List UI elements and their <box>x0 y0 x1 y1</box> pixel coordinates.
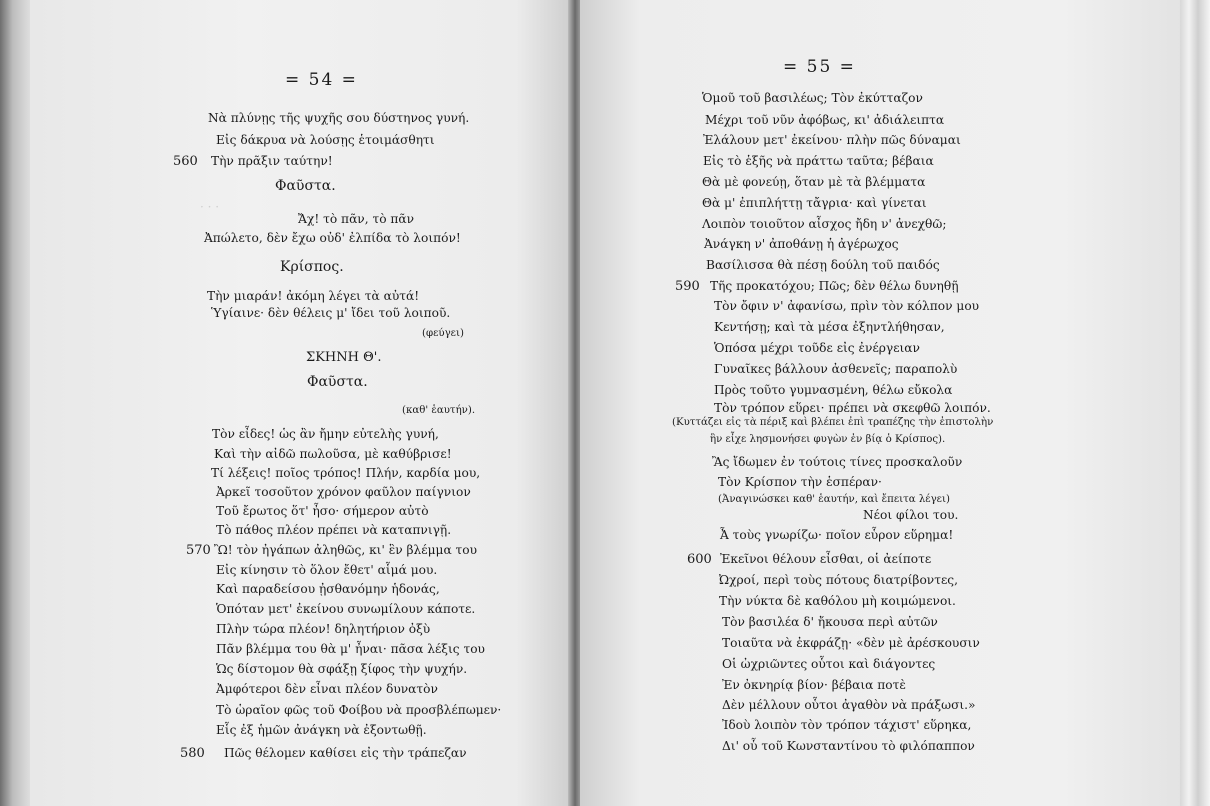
verse-line: Νὰ πλύνῃς τῆς ψυχῆς σου δύστηνος γυνή. <box>208 111 470 125</box>
verse-line: Μέχρι τοῦ νῦν ἀφόβως, κι' ἀδιάλειπτα <box>705 113 945 127</box>
verse-line: Τὴν νύκτα δὲ καθόλου μὴ κοιμώμενοι. <box>719 594 956 608</box>
verse-line: Θὰ μὲ φονεύῃ, ὅταν μὲ τὰ βλέμματα <box>702 175 926 189</box>
verse-line: Τὸν τρόπον εὕρει· πρέπει νὰ σκεφθῶ λοιπόν. <box>714 401 991 415</box>
verse-line: Καὶ παραδείσου ᾐσθανόμην ἡδονάς, <box>216 582 440 596</box>
verse-line: Πᾶν βλέμμα του θὰ μ' ἦναι· πᾶσα λέξις του <box>216 642 485 656</box>
verse-line: Λοιπὸν τοιοῦτον αἶσχος ἤδη ν' ἀνεχθῶ; <box>702 217 947 231</box>
verse-line: Ὁπόσα μέχρι τοῦδε εἰς ἐνέργειαν <box>714 341 920 355</box>
verse-line: Ἆ τοὺς γνωρίζω· ποῖον εὗρον εὕρημα! <box>720 528 954 542</box>
verse-line: Τί λέξεις! ποῖος τρόπος! Πλήν, καρδία μου, <box>211 466 481 480</box>
verse-line: Θὰ μ' ἐπιπλήττῃ τἄγρια· καὶ γίνεται <box>702 196 927 210</box>
verse-line: Εἰς τὸ ἑξῆς νὰ πράττω ταῦτα; βέβαια <box>703 154 934 168</box>
verse-line: Δὲν μέλλουν οὗτοι ἀγαθὸν νὰ πράξωσι.» <box>722 698 976 712</box>
verse-line: Πλὴν τώρα πλέον! δηλητήριον ὀξὺ <box>216 622 431 636</box>
speaker-name: Φαῦστα. <box>275 178 336 194</box>
verse-line: Εἰς δάκρυα νὰ λούσῃς ἑτοιμάσθητι <box>216 133 435 147</box>
verse-line: Κεντήσῃ; καὶ τὰ μέσα ἐξηντλήθησαν, <box>714 320 945 334</box>
verse-line: Ἰδοὺ λοιπὸν τὸν τρόπον τάχιστ' εὕρηκα, <box>722 718 972 732</box>
verse-line: Βασίλισσα θὰ πέσῃ δούλη τοῦ παιδός <box>706 258 940 272</box>
verse-line: Τοιαῦτα νὰ ἐκφράζῃ· «δὲν μὲ ἀρέσκουσιν <box>722 636 980 650</box>
bleed-through: · · · <box>200 200 220 214</box>
verse-line: Τὸ ὡραῖον φῶς τοῦ Φοίβου νὰ προσβλέπωμεν· <box>216 703 502 717</box>
line-number: 590 <box>675 279 700 294</box>
verse-line: Ὢ! τὸν ἠγάπων ἀληθῶς, κι' ἓν βλέμμα του <box>214 543 478 557</box>
verse-line: Τὴν πρᾶξιν ταύτην! <box>211 154 333 168</box>
verse-line: Καὶ τὴν αἰδῶ πωλοῦσα, μὲ καθύβρισε! <box>214 447 452 461</box>
verse-line: Γυναῖκες βάλλουν ἀσθενεῖς; παραπολὺ <box>714 362 958 376</box>
verse-line: Ὠχροί, περὶ τοὺς πότους διατρίβοντες, <box>719 573 958 587</box>
verse-line: Τοῦ ἔρωτος ὅτ' ἦσο· σήμερον αὐτὸ <box>216 504 429 518</box>
verse-line: Ἀρκεῖ τοσοῦτον χρόνον φαῦλον παίγνιον <box>216 485 471 499</box>
verse-line: Δι' οὗ τοῦ Κωνσταντίνου τὸ φιλόπαππον <box>722 739 975 753</box>
verse-line: Ἐλάλουν μετ' ἐκείνου· πλὴν πῶς δύναμαι <box>703 133 961 147</box>
speaker-name: Φαῦστα. <box>307 374 368 390</box>
verse-line: Τὸν βασιλέα δ' ἤκουσα περὶ αὐτῶν <box>722 615 938 629</box>
verse-line: Ἀπώλετο, δὲν ἔχω οὐδ' ἐλπίδα τὸ λοιπόν! <box>204 231 461 245</box>
stage-direction: (φεύγει) <box>422 328 464 339</box>
line-number: 600 <box>687 552 712 567</box>
verse-line: Ἄχ! τὸ πᾶν, τὸ πᾶν <box>298 212 415 226</box>
verse-line: Ὁπόταν μετ' ἐκείνου συνωμίλουν κάποτε. <box>216 602 476 616</box>
verse-line: Τὸν Κρίσπον τὴν ἑσπέραν· <box>718 475 882 489</box>
verse-line: Ἀνάγκη ν' ἀποθάνῃ ἡ ἀγέρωχος <box>704 237 899 251</box>
verse-line: Ὡς δίστομον θὰ σφάξῃ ξίφος τὴν ψυχήν. <box>216 662 468 676</box>
verse-line: Πρὸς τοῦτο γυμνασμένη, θέλω εὔκολα <box>714 383 953 397</box>
stage-direction: (Ἀναγινώσκει καθ' ἑαυτήν, καὶ ἔπειτα λέγει) <box>718 494 950 505</box>
stage-direction: ἣν εἶχε λησμονήσει φυγὼν ἐν βίᾳ ὁ Κρίσπος). <box>710 434 946 445</box>
verse-line: Τὸν εἶδες! ὡς ἂν ἤμην εὐτελὴς γυνή, <box>212 427 439 441</box>
left-binding-edge <box>0 0 32 806</box>
stage-direction: (καθ' ἑαυτήν). <box>402 405 476 416</box>
verse-line: Ὑγίαινε· δὲν θέλεις μ' ἴδει τοῦ λοιποῦ. <box>211 306 451 320</box>
line-number: 570 <box>186 543 211 558</box>
verse-line: Ὁμοῦ τοῦ βασιλέως; Τὸν ἐκύτταζον <box>702 91 923 105</box>
verse-line: Εἰς κίνησιν τὸ ὅλον ἔθετ' αἷμά μου. <box>216 563 438 577</box>
right-page <box>580 0 1182 806</box>
page-number: = 55 = <box>783 57 856 77</box>
page-edge-stack <box>1180 0 1210 806</box>
left-page <box>30 0 570 806</box>
verse-line: Εἷς ἐξ ἡμῶν ἀνάγκη νὰ ἐξοντωθῇ. <box>216 723 427 737</box>
scene-heading: ΣΚΗΝΗ Θ'. <box>306 350 382 365</box>
verse-line: Τὸ πάθος πλέον πρέπει νὰ καταπνιγῇ. <box>216 523 452 537</box>
verse-line: Τῆς προκατόχου; Πῶς; δὲν θέλω δυνηθῇ <box>710 279 959 293</box>
verse-line: Νέοι φίλοι του. <box>863 508 959 522</box>
page-number: = 54 = <box>285 70 358 90</box>
verse-line: Ἀμφότεροι δὲν εἶναι πλέον δυνατὸν <box>216 682 438 696</box>
verse-line: Ἐν ὀκνηρίᾳ βίον· βέβαια ποτὲ <box>722 678 906 692</box>
verse-line: Οἱ ὠχριῶντες οὗτοι καὶ διάγοντες <box>722 657 936 671</box>
verse-line: Τὸν ὄφιν ν' ἀφανίσω, πρὶν τὸν κόλπον μου <box>714 299 980 313</box>
verse-line: Ἂς ἴδωμεν ἐν τούτοις τίνες προσκαλοῦν <box>712 455 963 469</box>
speaker-name: Κρίσπος. <box>280 259 344 275</box>
verse-line: Τὴν μιαράν! ἀκόμη λέγει τὰ αὐτά! <box>207 289 420 303</box>
line-number: 580 <box>180 746 205 761</box>
stage-direction: (Κυττάζει εἰς τὰ πέριξ καὶ βλέπει ἐπὶ τραπέζης τὴν ἐπιστολὴν <box>672 417 994 428</box>
verse-line: Ἐκεῖνοι θέλουν εἶσθαι, οἱ ἀείποτε <box>720 552 932 566</box>
verse-line: Πῶς θέλομεν καθίσει εἰς τὴν τράπεζαν <box>224 746 467 760</box>
line-number: 560 <box>173 154 198 169</box>
